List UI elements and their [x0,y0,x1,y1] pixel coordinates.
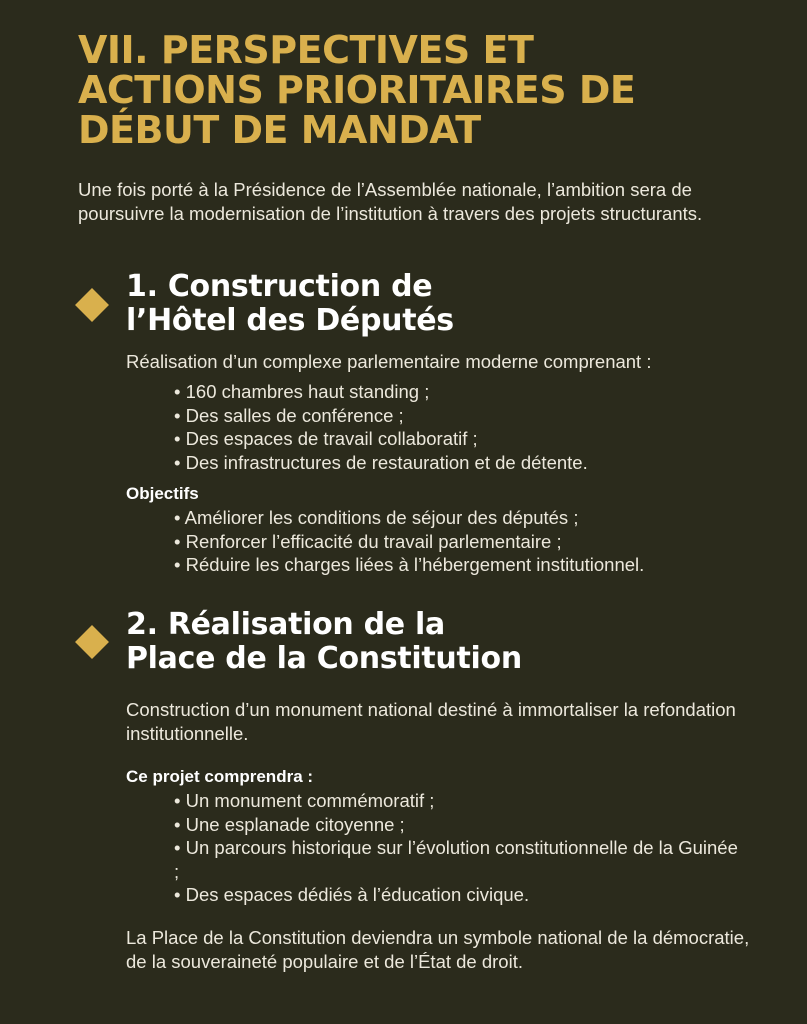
section-1-title-line-2: l’Hôtel des Députés [126,303,454,338]
list-item: • Améliorer les conditions de séjour des députés ; [174,506,744,530]
section-2-diamond-icon [75,625,109,659]
objectives-label: Objectifs [126,484,199,503]
project-label: Ce projet comprendra : [126,767,314,786]
section-1-title-line-1: 1. Construction de [126,269,433,304]
section-1-description: Réalisation d’un complexe parlementaire moderne comprenant : [126,351,652,372]
list-item: • Des salles de conférence ; [174,404,744,428]
list-item: • Réduire les charges liées à l’hébergement institutionnel. [174,553,744,577]
page-title [78,30,778,150]
list-item: • Une esplanade citoyenne ; [174,813,744,837]
section-2-title-line-2: Place de la Constitution [126,641,522,676]
page-title-line-3: DÉBUT DE MANDAT [78,108,481,152]
section-1-items-list [174,380,744,474]
page-title-line-1: VII. PERSPECTIVES ET [78,28,534,72]
list-item: • Renforcer l’efficacité du travail parlementaire ; [174,530,744,554]
section-1-title [126,270,454,338]
page-title-line-2: ACTIONS PRIORITAIRES DE [78,68,636,112]
section-2-description: Construction d’un monument national destiné à immortaliser la refondation institutionnelle. [126,699,736,744]
section-2-title [126,608,522,676]
list-item: • Des espaces de travail collaboratif ; [174,427,744,451]
intro-paragraph: Une fois porté à la Présidence de l’Assemblée nationale, l’ambition sera de poursuivre la modernisation de l’institution à travers des projets structurants. [78,179,703,224]
objectives-list [174,506,744,577]
list-item: • Un monument commémoratif ; [174,789,744,813]
section-2-items-list [174,789,744,907]
section-2-conclusion: La Place de la Constitution deviendra un symbole national de la démocratie, de la souveraineté populaire et de l’État de droit. [126,927,750,972]
list-item: • Des infrastructures de restauration et de détente. [174,451,744,475]
section-2-title-line-1: 2. Réalisation de la [126,607,445,642]
list-item: • 160 chambres haut standing ; [174,380,744,404]
section-1-diamond-icon [75,288,109,322]
list-item: • Un parcours historique sur l’évolution constitutionnelle de la Guinée ; [174,836,744,883]
list-item: • Des espaces dédiés à l’éducation civique. [174,883,744,907]
